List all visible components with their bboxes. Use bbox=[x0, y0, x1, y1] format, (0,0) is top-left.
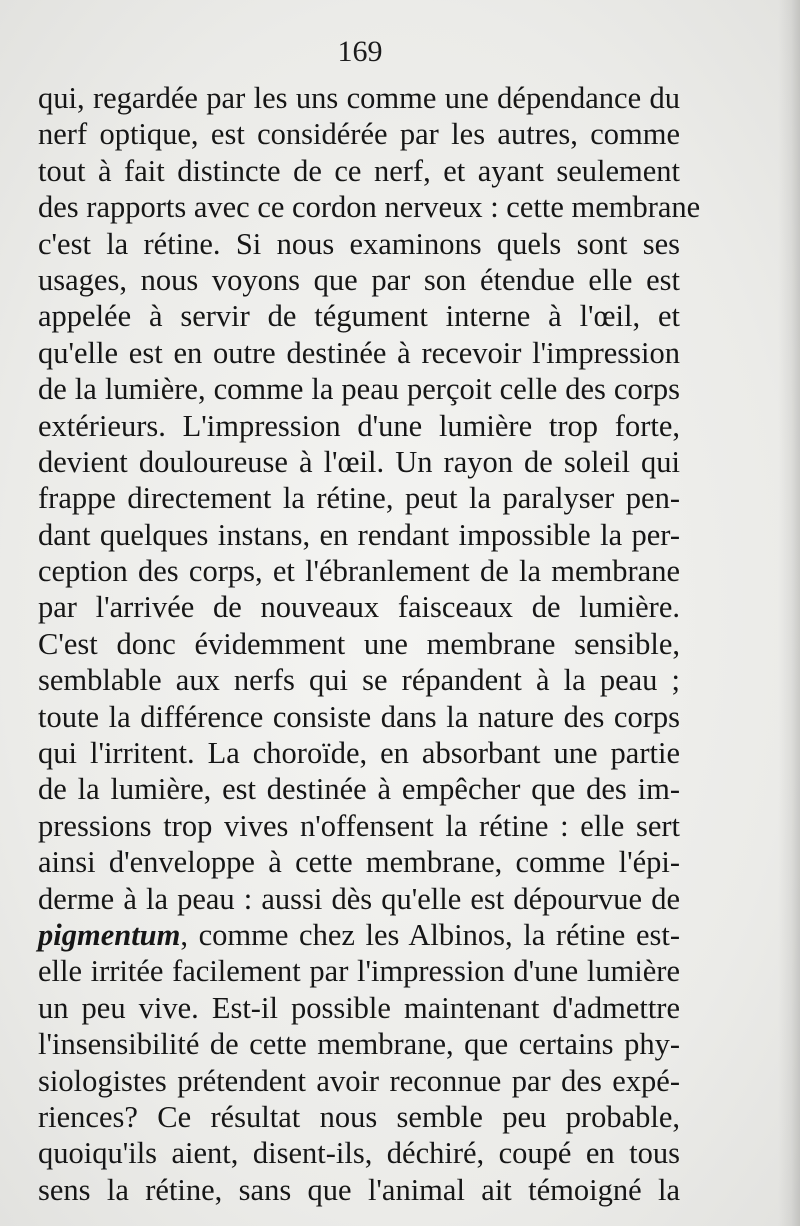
text-line: quoiqu'ils aient, disent-ils, déchiré, coupé en tous bbox=[38, 1136, 680, 1171]
text-line: des rapports avec ce cordon nerveux : cette membrane bbox=[38, 190, 701, 225]
page-number: 169 bbox=[337, 35, 383, 68]
text-line: elle irritée facilement par l'impression d'une lumière bbox=[38, 954, 680, 989]
text-line: usages, nous voyons que par son étendue elle est bbox=[38, 262, 680, 297]
text-line: nerf optique, est considérée par les autres, comme bbox=[38, 117, 680, 152]
body-text bbox=[38, 80, 701, 1208]
text-line: l'insensibilité de cette membrane, que certains phy- bbox=[38, 1027, 680, 1062]
text-line: appelée à servir de tégument interne à l'œil, et bbox=[38, 299, 680, 334]
text-line: de la lumière, est destinée à empêcher que des im- bbox=[38, 772, 680, 807]
text-line: qui l'irritent. La choroïde, en absorbant une partie bbox=[38, 736, 680, 771]
text-line: un peu vive. Est-il possible maintenant d'admettre bbox=[38, 990, 680, 1025]
text-line: ception des corps, et l'ébranlement de la membrane bbox=[38, 554, 680, 589]
text-line: derme à la peau : aussi dès qu'elle est dépourvue de bbox=[38, 881, 680, 916]
text-line: qui, regardée par les uns comme une dépendance du bbox=[38, 81, 680, 115]
text-line-rest: , comme chez les Albinos, la rétine est- bbox=[180, 917, 680, 952]
text-line: ainsi d'enveloppe à cette membrane, comme l'épi- bbox=[38, 845, 680, 880]
text-line: toute la différence consiste dans la nature des corps bbox=[38, 699, 680, 734]
text-line: frappe directement la rétine, peut la paralyser pen- bbox=[38, 481, 680, 516]
text-line: extérieurs. L'impression d'une lumière trop forte, bbox=[38, 408, 680, 443]
text-line: pressions trop vives n'offensent la rétine : elle sert bbox=[38, 808, 680, 843]
text-line: riences? Ce résultat nous semble peu probable, bbox=[38, 1099, 680, 1134]
text-line: tout à fait distincte de ce nerf, et ayant seulement bbox=[38, 153, 680, 188]
text-line: dant quelques instans, en rendant impossible la per- bbox=[38, 517, 680, 552]
page-edge-shadow bbox=[778, 0, 800, 1226]
text-line-pigmentum bbox=[38, 917, 680, 953]
text-line: par l'arrivée de nouveaux faisceaux de lumière. bbox=[38, 590, 680, 625]
text-line: devient douloureuse à l'œil. Un rayon de soleil qui bbox=[38, 444, 680, 479]
emphasis-pigmentum: pigmentum bbox=[38, 917, 181, 952]
text-line: qu'elle est en outre destinée à recevoir l'impression bbox=[38, 335, 680, 370]
text-line: C'est donc évidemment une membrane sensible, bbox=[38, 626, 680, 661]
text-line: c'est la rétine. Si nous examinons quels sont ses bbox=[38, 226, 680, 261]
text-line: de la lumière, comme la peau perçoit celle des corps bbox=[38, 372, 680, 407]
text-line: siologistes prétendent avoir reconnue par des expé- bbox=[38, 1063, 680, 1098]
text-line: sens la rétine, sans que l'animal ait témoigné la bbox=[38, 1172, 680, 1207]
text-line: semblable aux nerfs qui se répandent à la peau ; bbox=[38, 663, 680, 698]
